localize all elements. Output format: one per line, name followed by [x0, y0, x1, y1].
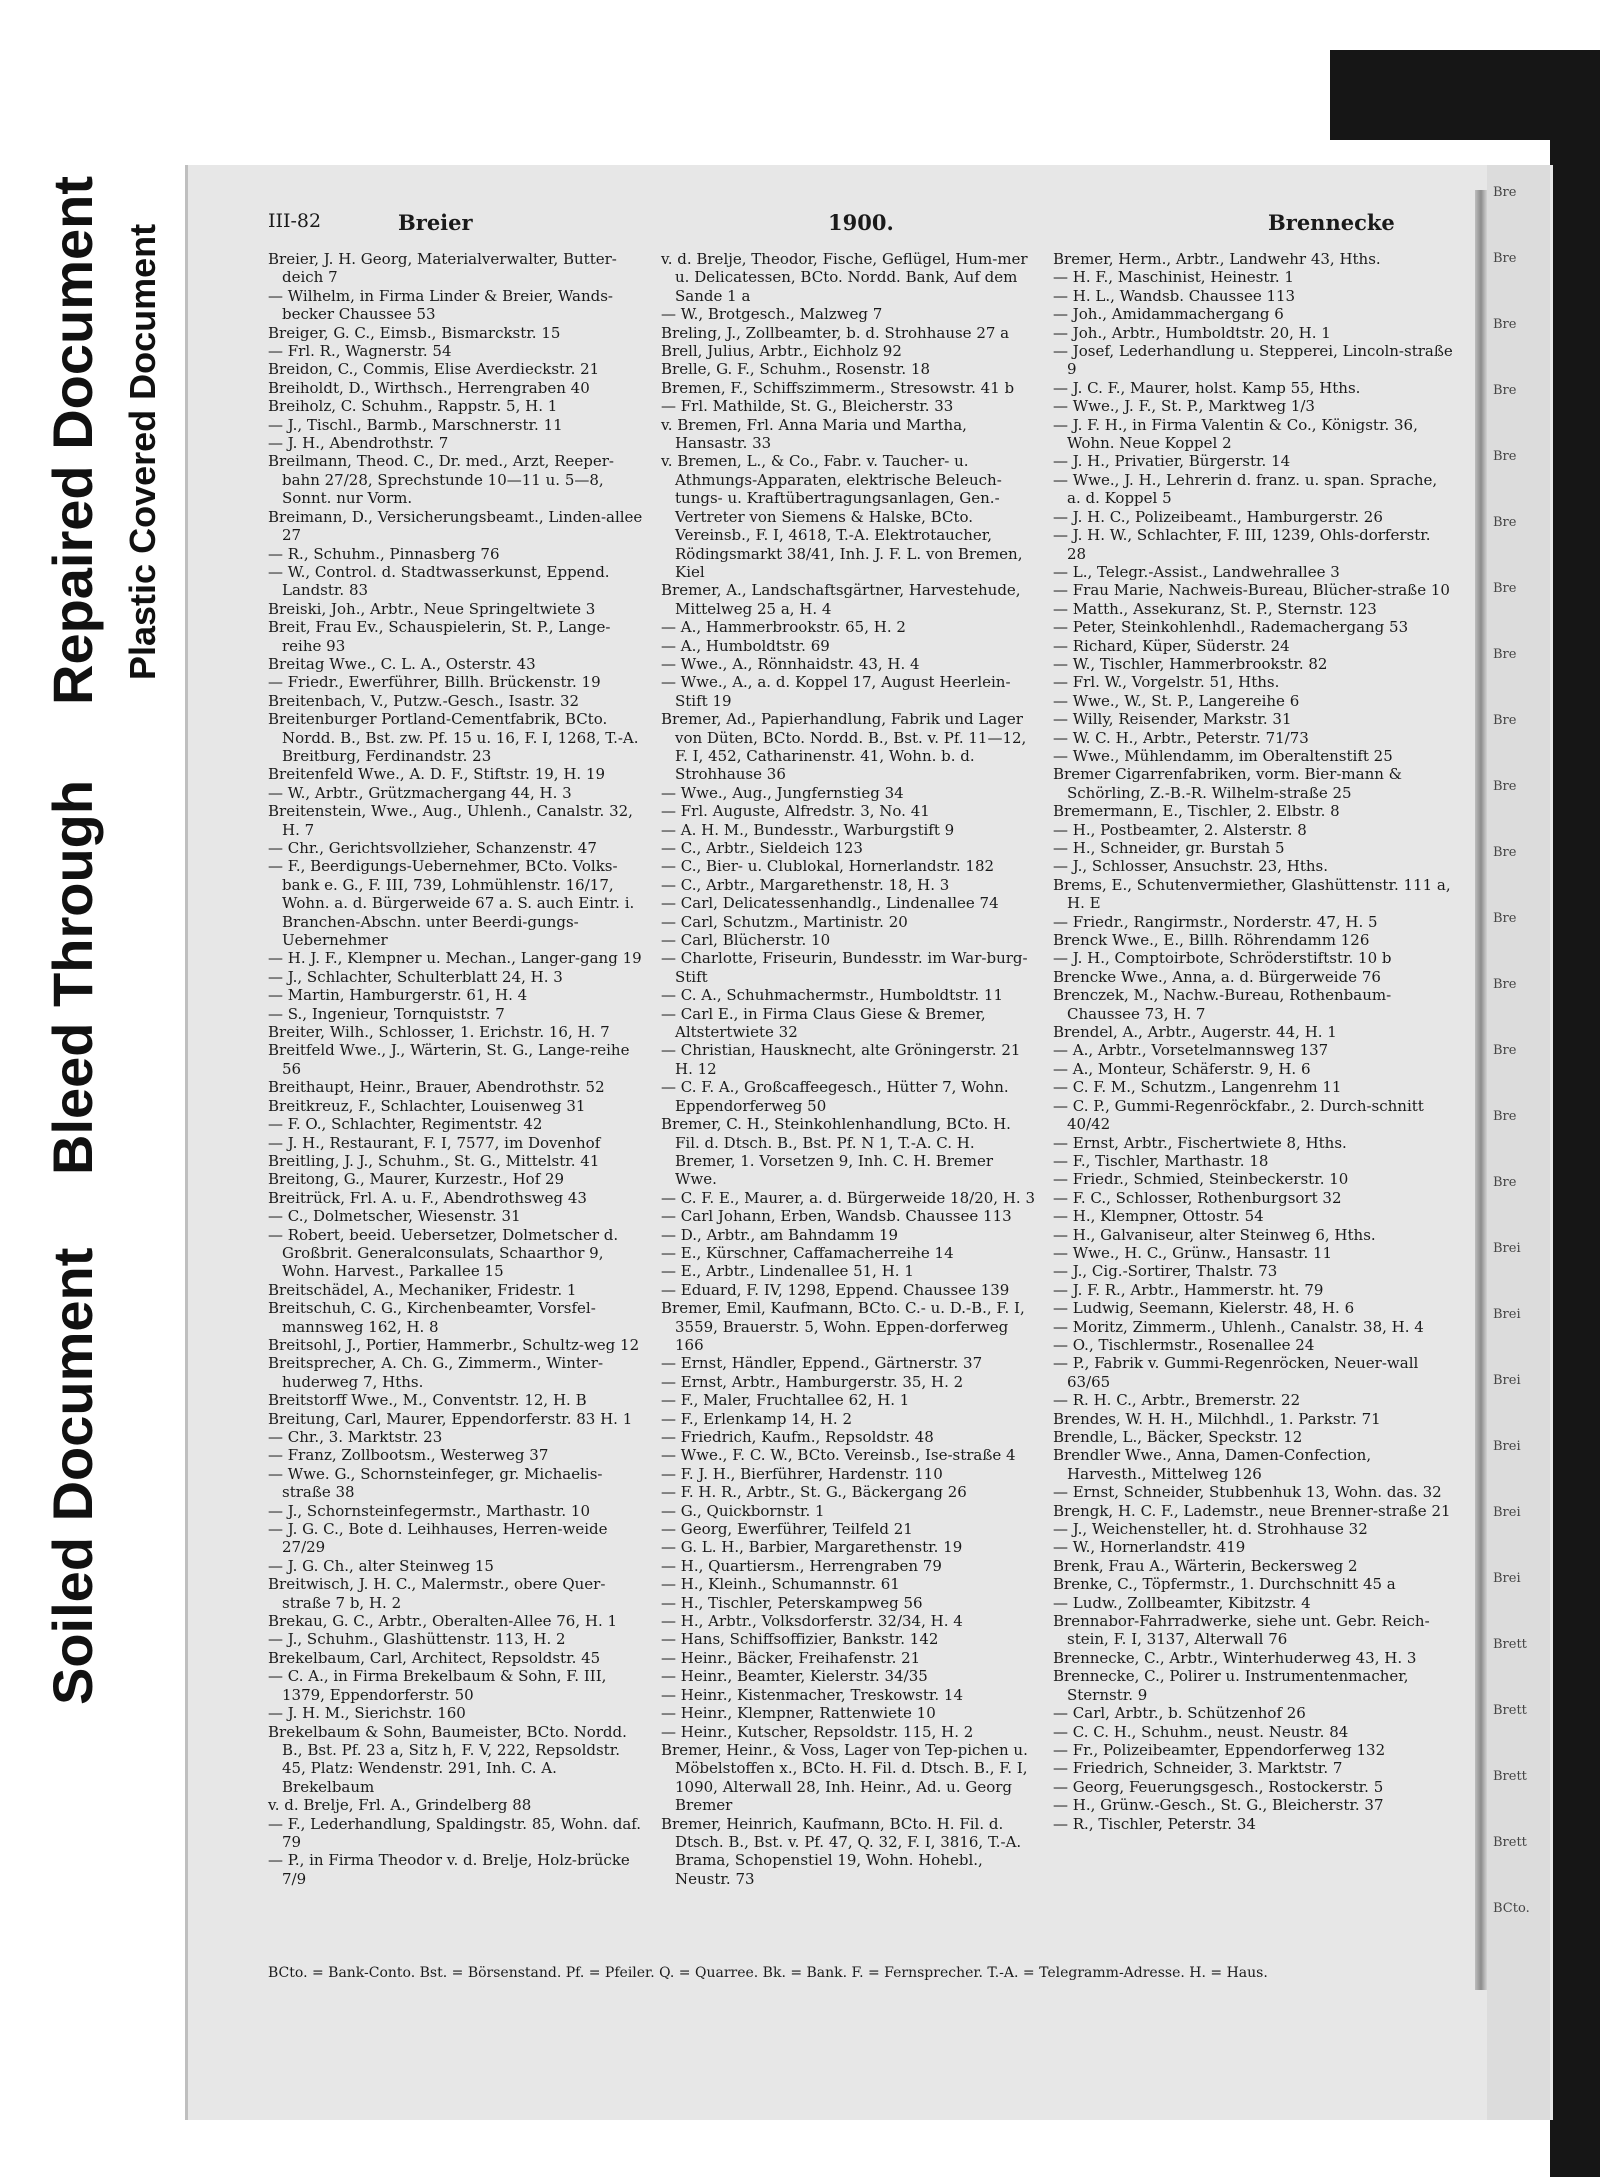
directory-entry: — Friedrich, Kaufm., Repsoldstr. 48: [661, 1428, 934, 1446]
directory-entry: — Wwe., H. C., Grünw., Hansastr. 11: [1053, 1243, 1333, 1262]
adjacent-page-fragment: Brei: [1493, 1571, 1521, 1586]
directory-entry: Breitwisch, J. H. C., Malermstr., obere Quer-straße 7 b, H. 2: [268, 1575, 606, 1612]
directory-entry: Brekelbaum & Sohn, Baumeister, BCto. Nordd. B., Bst. Pf. 23 a, Sitz h, F. V, 222, Repsoldstr. 45, Platz: Wendenstr. 291, Inh. C. A. Brekelbaum: [268, 1722, 627, 1796]
directory-entry: — J. G. Ch., alter Steinweg 15: [268, 1556, 494, 1575]
directory-entry: — J. H., Comptoirbote, Schröderstiftstr. 10 b: [1053, 949, 1392, 968]
directory-entry: Breitong, G., Maurer, Kurzestr., Hof 29: [268, 1170, 565, 1189]
directory-entry: — Martin, Hamburgerstr. 61, H. 4: [268, 986, 528, 1005]
page-number: III-82: [268, 210, 322, 232]
directory-entry: Breitenbach, V., Putzw.-Gesch., Isastr. 32: [268, 691, 580, 710]
adjacent-page-fragment: Brett: [1493, 1637, 1527, 1652]
directory-entry: Brencke Wwe., Anna, a. d. Bürgerweide 76: [1053, 967, 1381, 986]
directory-page: [185, 165, 1553, 2120]
directory-entry: Breitenburger Portland-Cementfabrik, BCto. Nordd. B., Bst. zw. Pf. 15 u. 16, F. I, 1268, T.-A. Breitburg, Ferdinandstr. 23: [268, 710, 639, 765]
directory-entry: — Wwe., W., St. P., Langereihe 6: [1053, 691, 1300, 710]
bleed-through-label: Bleed Through: [41, 779, 104, 1175]
directory-entry: — Frl. Mathilde, St. G., Bleicherstr. 33: [661, 397, 954, 416]
adjacent-page-fragment: Bre: [1493, 647, 1517, 662]
directory-entry: — J., Schlosser, Ansuchstr. 23, Hths.: [1053, 857, 1328, 876]
directory-entry: Brendler Wwe., Anna, Damen-Confection, Harvesth., Mittelweg 126: [1053, 1446, 1372, 1483]
directory-entry: Breitsprecher, A. Ch. G., Zimmerm., Winter-huderweg 7, Hths.: [268, 1354, 604, 1391]
directory-entry: Breitfeld Wwe., J., Wärterin, St. G., Lange-reihe 56: [268, 1041, 630, 1078]
directory-entry: — J., Cig.-Sortirer, Thalstr. 73: [1053, 1262, 1278, 1281]
directory-entry: Breiholz, C. Schuhm., Rappstr. 5, H. 1: [268, 397, 558, 416]
directory-entry: — C. P., Gummi-Regenröckfabr., 2. Durch-schnitt 40/42: [1053, 1096, 1424, 1134]
directory-column-1: [268, 250, 643, 1888]
page-header: [268, 210, 1463, 240]
directory-entry: — Joh., Amidammachergang 6: [1053, 305, 1284, 324]
directory-entry: — A., Humboldtstr. 69: [661, 636, 830, 655]
directory-entry: — F. J. H., Bierführer, Hardenstr. 110: [661, 1464, 943, 1483]
directory-entry: — Friedrich, Schneider, 3. Marktstr. 7: [1053, 1759, 1343, 1778]
directory-entry: Brenck Wwe., E., Billh. Röhrendamm 126: [1053, 931, 1370, 950]
directory-entry: — J. H., Abendrothstr. 7: [268, 434, 449, 453]
adjacent-page-fragment: Brei: [1493, 1307, 1521, 1322]
directory-entry: — Ernst, Händler, Eppend., Gärtnerstr. 37: [661, 1354, 983, 1373]
directory-entry: Brems, E., Schutenvermiether, Glashüttenstr. 111 a, H. E: [1053, 875, 1451, 913]
directory-entry: — H., Postbeamter, 2. Alsterstr. 8: [1053, 820, 1307, 839]
directory-entry: — J., Weichensteller, ht. d. Strohhause 32: [1053, 1520, 1368, 1539]
directory-entry: — Carl, Arbtr., b. Schützenhof 26: [1053, 1704, 1306, 1723]
directory-entry: Breiter, Wilh., Schlosser, 1. Erichstr. 16, H. 7: [268, 1023, 610, 1042]
directory-entry: — Josef, Lederhandlung u. Stepperei, Lincoln-straße 9: [1053, 342, 1453, 379]
directory-entry: Breitschädel, A., Mechaniker, Fridestr. 1: [268, 1280, 577, 1299]
directory-entry: — Ernst, Schneider, Stubbenhuk 13, Wohn. das. 32: [1053, 1483, 1442, 1502]
directory-entry: Breilmann, Theod. C., Dr. med., Arzt, Reeper-bahn 27/28, Sprechstunde 10—11 u. 5—8, Sonnt. nur Vorm.: [268, 452, 614, 508]
directory-entry: — J. H., Restaurant, F. I, 7577, im Dovenhof: [268, 1133, 601, 1152]
directory-entry: — Wwe. G., Schornsteinfeger, gr. Michaelis-straße 38: [268, 1464, 603, 1502]
directory-entry: — P., in Firma Theodor v. d. Brelje, Holz-brücke 7/9: [268, 1851, 630, 1888]
directory-entry: — H. J. F., Klempner u. Mechan., Langer-gang 19: [268, 949, 642, 968]
directory-entry: — Friedr., Rangirmstr., Norderstr. 47, H. 5: [1053, 912, 1378, 931]
directory-entry: Bremer, A., Landschaftsgärtner, Harvestehude, Mittelweg 25 a, H. 4: [661, 581, 1021, 618]
directory-entry: — F., Maler, Fruchtallee 62, H. 1: [661, 1391, 910, 1410]
directory-entry: — H., Kleinh., Schumannstr. 61: [661, 1575, 900, 1594]
directory-entry: — A., Monteur, Schäferstr. 9, H. 6: [1053, 1059, 1311, 1078]
directory-entry: — C., Dolmetscher, Wiesenstr. 31: [268, 1207, 521, 1226]
directory-entry: — Wwe., A., a. d. Koppel 17, August Heerlein-Stift 19: [661, 673, 1011, 710]
directory-entry: — Wwe., J. H., Lehrerin d. franz. u. span. Sprache, a. d. Koppel 5: [1053, 470, 1438, 508]
adjacent-page-fragment: Brett: [1493, 1703, 1527, 1718]
directory-entry: — J. H. C., Polizeibeamt., Hamburgerstr. 26: [1053, 507, 1383, 526]
directory-entry: — Carl Johann, Erben, Wandsb. Chaussee 113: [661, 1207, 1012, 1226]
directory-entry: — F. H. R., Arbtr., St. G., Bäckergang 26: [661, 1483, 967, 1502]
directory-entry: — Georg, Feuerungsgesch., Rostockerstr. 5: [1053, 1777, 1384, 1796]
directory-entry: — Joh., Arbtr., Humboldtstr. 20, H. 1: [1053, 323, 1331, 342]
adjacent-page-fragment: Bre: [1493, 515, 1517, 530]
directory-entry: Bremer, C. H., Steinkohlenhandlung, BCto. H. Fil. d. Dtsch. B., Bst. Pf. N 1, T.-A. C. H. Bremer, 1. Vorsetzen 9, Inh. C. H. Bremer Wwe.: [661, 1115, 1011, 1189]
directory-entry: — Heinr., Kistenmacher, Treskowstr. 14: [661, 1685, 964, 1704]
directory-entry: Bremer, Herm., Arbtr., Landwehr 43, Hths.: [1053, 250, 1381, 268]
adjacent-page-fragment: Bre: [1493, 1043, 1517, 1058]
directory-entry: v. d. Brelje, Frl. A., Grindelberg 88: [268, 1796, 532, 1815]
directory-entry: Brenczek, M., Nachw.-Bureau, Rothenbaum-Chaussee 73, H. 7: [1053, 986, 1392, 1023]
directory-entry: — E., Kürschner, Caffamacherreihe 14: [661, 1243, 954, 1262]
directory-entry: Breitsohl, J., Portier, Hammerbr., Schultz-weg 12: [268, 1335, 640, 1354]
directory-entry: Breit, Frau Ev., Schauspielerin, St. P., Lange-reihe 93: [268, 618, 611, 655]
directory-entry: — C. C. H., Schuhm., neust. Neustr. 84: [1053, 1722, 1349, 1741]
directory-entry: — R., Tischler, Peterstr. 34: [1053, 1814, 1256, 1833]
repaired-document-label: Repaired Document: [41, 176, 104, 705]
adjacent-page-fragment: Brei: [1493, 1241, 1521, 1256]
directory-entry: — F. O., Schlachter, Regimentstr. 42: [268, 1115, 543, 1134]
directory-entry: Brendle, L., Bäcker, Speckstr. 12: [1053, 1428, 1303, 1446]
directory-entry: — F., Lederhandlung, Spaldingstr. 85, Wohn. daf. 79: [268, 1814, 642, 1851]
directory-entry: Brenke, C., Töpfermstr., 1. Durchschnitt 45 a: [1053, 1575, 1396, 1594]
directory-entry: — F. C., Schlosser, Rothenburgsort 32: [1053, 1188, 1342, 1207]
directory-entry: Breimann, D., Versicherungsbeamt., Linden-allee 27: [268, 507, 643, 545]
directory-entry: Breiger, G. C., Eimsb., Bismarckstr. 15: [268, 323, 561, 342]
directory-entry: — H., Galvaniseur, alter Steinweg 6, Hths.: [1053, 1225, 1376, 1244]
directory-entry: — J., Schornsteinfegermstr., Marthastr. 10: [268, 1501, 591, 1520]
directory-entry: Breithaupt, Heinr., Brauer, Abendrothstr. 52: [268, 1078, 605, 1097]
directory-entry: — Richard, Küper, Süderstr. 24: [1053, 636, 1290, 655]
directory-entry: — C., Arbtr., Margarethenstr. 18, H. 3: [661, 875, 950, 894]
directory-entry: — R. H. C., Arbtr., Bremerstr. 22: [1053, 1391, 1301, 1410]
adjacent-page-fragment: Bre: [1493, 449, 1517, 464]
directory-entry: — C. F. A., Großcaffeegesch., Hütter 7, Wohn. Eppendorferweg 50: [661, 1078, 1009, 1115]
directory-entry: Bremermann, E., Tischler, 2. Elbstr. 8: [1053, 802, 1340, 821]
page-gutter-shadow: [1475, 190, 1487, 1990]
directory-entry: — Friedr., Schmied, Steinbeckerstr. 10: [1053, 1170, 1349, 1189]
directory-entry: Bremer, Ad., Papierhandlung, Fabrik und Lager von Düten, BCto. Nordd. B., Bst. v. Pf. 11—12, F. I, 452, Catharinenstr. 41, Wohn. b. d. Strohhause 36: [661, 710, 1027, 784]
directory-entry: — W., Hornerlandstr. 419: [1053, 1538, 1246, 1557]
directory-entry: — Charlotte, Friseurin, Bundesstr. im War-burg-Stift: [661, 949, 1028, 986]
directory-entry: — Christian, Hausknecht, alte Gröningerstr. 21 H. 12: [661, 1041, 1021, 1078]
adjacent-page-fragment: Bre: [1493, 317, 1517, 332]
adjacent-page-fragment: Bre: [1493, 1175, 1517, 1190]
directory-entry: — Wwe., Aug., Jungfernstieg 34: [661, 783, 904, 802]
adjacent-page-fragment: Bre: [1493, 977, 1517, 992]
directory-entry: Breidon, C., Commis, Elise Averdieckstr. 21: [268, 360, 600, 379]
directory-entry: Bremer, Heinr., & Voss, Lager von Tep-pichen u. Möbelstoffen x., BCto. H. Fil. d. Dtsch. B., F. I, 1090, Alterwall 28, Inh. Heinr., Ad. u. Georg Bremer: [661, 1740, 1028, 1815]
adjacent-page-fragment: Bre: [1493, 713, 1517, 728]
directory-entry: — E., Arbtr., Lindenallee 51, H. 1: [661, 1262, 914, 1281]
directory-entry: — Frl. R., Wagnerstr. 54: [268, 342, 452, 361]
directory-entry: Bremer, Emil, Kaufmann, BCto. C.- u. D.-B., F. I, 3559, Brauerstr. 5, Wohn. Eppen-dorferweg 166: [661, 1299, 1025, 1354]
directory-entry: — D., Arbtr., am Bahndamm 19: [661, 1225, 899, 1244]
directory-entry: Breitag Wwe., C. L. A., Osterstr. 43: [268, 654, 536, 673]
directory-entry: — Chr., 3. Marktstr. 23: [268, 1428, 443, 1446]
directory-entry: Brendes, W. H. H., Milchhdl., 1. Parkstr. 71: [1053, 1409, 1381, 1428]
directory-entry: — G. L. H., Barbier, Margarethenstr. 19: [661, 1538, 963, 1557]
directory-entry: — H., Grünw.-Gesch., St. G., Bleicherstr. 37: [1053, 1796, 1384, 1815]
directory-entry: — A., Arbtr., Vorsetelmannsweg 137: [1053, 1041, 1329, 1060]
directory-entry: Breiski, Joh., Arbtr., Neue Springeltwiete 3: [268, 599, 596, 618]
directory-entry: — Wwe., A., Rönnhaidstr. 43, H. 4: [661, 654, 920, 673]
directory-entry: Brengk, H. C. F., Lademstr., neue Brenner-straße 21: [1053, 1501, 1451, 1520]
directory-entry: — S., Ingenieur, Tornquiststr. 7: [268, 1004, 505, 1023]
directory-entry: Breitstorff Wwe., M., Conventstr. 12, H. B: [268, 1391, 587, 1410]
adjacent-page-fragment: Bre: [1493, 911, 1517, 926]
soiled-document-label: Soiled Document: [41, 1247, 104, 1705]
directory-entry: Brendel, A., Arbtr., Augerstr. 44, H. 1: [1053, 1023, 1337, 1042]
adjacent-page-fragment: Brett: [1493, 1769, 1527, 1784]
adjacent-page-fragment: Brei: [1493, 1373, 1521, 1388]
directory-entry: Breling, J., Zollbeamter, b. d. Strohhause 27 a: [661, 323, 1010, 342]
directory-entry: — Wwe., Mühlendamm, im Oberaltenstift 25: [1053, 746, 1393, 765]
adjacent-page-fragment: Brett: [1493, 1835, 1527, 1850]
directory-entry: — Chr., Gerichtsvollzieher, Schanzenstr. 47: [268, 839, 597, 857]
directory-entry: v. Bremen, Frl. Anna Maria und Martha, Hansastr. 33: [661, 415, 967, 453]
directory-entry: Breitschuh, C. G., Kirchenbeamter, Vorsfel-mannsweg 162, H. 8: [268, 1299, 596, 1336]
directory-entry: — C. A., in Firma Brekelbaum & Sohn, F. III, 1379, Eppendorferstr. 50: [268, 1667, 607, 1704]
directory-entry: Brennabor-Fahrradwerke, siehe unt. Gebr. Reich-stein, F. I, 3137, Alterwall 76: [1053, 1612, 1430, 1649]
directory-entry: — W., Brotgesch., Malzweg 7: [661, 305, 883, 324]
directory-entry: Brenk, Frau A., Wärterin, Beckersweg 2: [1053, 1556, 1358, 1575]
directory-entry: — Hans, Schiffsoffizier, Bankstr. 142: [661, 1630, 939, 1649]
directory-entry: Breitenstein, Wwe., Aug., Uhlenh., Canalstr. 32, H. 7: [268, 802, 633, 839]
directory-entry: — H. L., Wandsb. Chaussee 113: [1053, 286, 1296, 305]
directory-entry: — Robert, beeid. Uebersetzer, Dolmetscher d. Großbrit. Generalconsulats, Schaarthor 9, Wohn. Harvest., Parkallee 15: [268, 1225, 619, 1281]
directory-entry: — F., Erlenkamp 14, H. 2: [661, 1409, 853, 1428]
directory-entry: — Peter, Steinkohlenhdl., Rademachergang 53: [1053, 618, 1409, 637]
directory-entry: — H., Schneider, gr. Burstah 5: [1053, 839, 1285, 857]
adjacent-page-fragment: Bre: [1493, 581, 1517, 596]
directory-entry: — Heinr., Beamter, Kielerstr. 34/35: [661, 1667, 928, 1686]
adjacent-page-fragment: Bre: [1493, 251, 1517, 266]
directory-entry: — J., Tischl., Barmb., Marschnerstr. 11: [268, 415, 563, 434]
directory-entry: Breitung, Carl, Maurer, Eppendorferstr. 83 H. 1: [268, 1409, 633, 1428]
directory-entry: Breitrück, Frl. A. u. F., Abendrothsweg 43: [268, 1188, 587, 1207]
directory-entry: — Carl E., in Firma Claus Giese & Bremer, Altstertwiete 32: [661, 1004, 986, 1042]
directory-entry: — Wwe., J. F., St. P., Marktweg 1/3: [1053, 397, 1315, 416]
directory-entry: — H., Klempner, Ottostr. 54: [1053, 1207, 1264, 1226]
directory-entry: — H. F., Maschinist, Heinestr. 1: [1053, 268, 1294, 287]
header-last-entry: Brennecke: [1268, 210, 1395, 235]
directory-entry: — Frl. Auguste, Alfredstr. 3, No. 41: [661, 802, 930, 821]
directory-entry: Brell, Julius, Arbtr., Eichholz 92: [661, 342, 902, 361]
directory-entry: — Ernst, Arbtr., Fischertwiete 8, Hths.: [1053, 1133, 1347, 1152]
directory-entry: — C. F. E., Maurer, a. d. Bürgerweide 18/20, H. 3: [661, 1188, 1035, 1207]
directory-entry: Brennecke, C., Polirer u. Instrumentenmacher, Sternstr. 9: [1053, 1667, 1409, 1704]
directory-entry: — C. A., Schuhmachermstr., Humboldtstr. 11: [661, 986, 1003, 1005]
directory-entry: — Ludw., Zollbeamter, Kibitzstr. 4: [1053, 1593, 1311, 1612]
directory-entry: — W., Control. d. Stadtwasserkunst, Eppend. Landstr. 83: [268, 562, 610, 600]
directory-entry: — J. H., Privatier, Bürgerstr. 14: [1053, 452, 1291, 471]
directory-entry: — Ludwig, Seemann, Kielerstr. 48, H. 6: [1053, 1299, 1355, 1318]
directory-entry: — Carl, Blücherstr. 10: [661, 931, 831, 950]
directory-entry: — Heinr., Klempner, Rattenwiete 10: [661, 1704, 936, 1723]
directory-entry: Brelle, G. F., Schuhm., Rosenstr. 18: [661, 360, 931, 379]
directory-entry: — C., Arbtr., Sieldeich 123: [661, 839, 863, 857]
directory-entry: — Matth., Assekuranz, St. P., Sternstr. 123: [1053, 599, 1377, 618]
directory-entry: Breitkreuz, F., Schlachter, Louisenweg 31: [268, 1096, 586, 1115]
directory-entry: — Friedr., Ewerführer, Billh. Brückenstr. 19: [268, 673, 601, 692]
directory-column-2: [661, 250, 1036, 1888]
directory-entry: — J. C. F., Maurer, holst. Kamp 55, Hths.: [1053, 378, 1361, 397]
adjacent-page-fragment: Bre: [1493, 185, 1517, 200]
adjacent-page-fragment: Brei: [1493, 1439, 1521, 1454]
adjacent-page-fragment: Brei: [1493, 1505, 1521, 1520]
directory-entry: — F., Tischler, Marthastr. 18: [1053, 1151, 1269, 1170]
directory-entry: — G., Quickbornstr. 1: [661, 1501, 825, 1520]
directory-entry: Brennecke, C., Arbtr., Winterhuderweg 43, H. 3: [1053, 1648, 1417, 1667]
directory-entry: — J. F. R., Arbtr., Hammerstr. ht. 79: [1053, 1280, 1324, 1299]
directory-entry: — H., Tischler, Peterskampweg 56: [661, 1593, 923, 1612]
directory-entry: — J. F. H., in Firma Valentin & Co., Königstr. 36, Wohn. Neue Koppel 2: [1053, 415, 1418, 453]
directory-entry: — R., Schuhm., Pinnasberg 76: [268, 544, 500, 563]
next-page-edge: [1487, 165, 1550, 2120]
directory-column-3: [1053, 250, 1453, 1833]
directory-entry: — Moritz, Zimmerm., Uhlenh., Canalstr. 38, H. 4: [1053, 1317, 1424, 1336]
adjacent-page-fragment: Bre: [1493, 845, 1517, 860]
directory-entry: — H., Quartiersm., Herrengraben 79: [661, 1556, 942, 1575]
directory-entry: — Eduard, F. IV, 1298, Eppend. Chaussee 139: [661, 1280, 1010, 1299]
plastic-covered-document-label: Plastic Covered Document: [122, 223, 163, 680]
directory-entry: Bremer Cigarrenfabriken, vorm. Bier-mann & Schörling, Z.-B.-R. Wilhelm-straße 25: [1053, 765, 1403, 802]
directory-entry: — J. H. M., Sierichstr. 160: [268, 1704, 466, 1723]
directory-entry: — A. H. M., Bundesstr., Warburgstift 9: [661, 820, 955, 839]
directory-entry: v. d. Brelje, Theodor, Fische, Geflügel, Hum-mer u. Delicatessen, BCto. Nordd. Bank, Auf dem Sande 1 a: [661, 250, 1028, 305]
directory-entry: — C., Bier- u. Clublokal, Hornerlandstr. 182: [661, 857, 995, 876]
scan-dark-edge-right: [1550, 50, 1600, 2177]
directory-entry: — Wilhelm, in Firma Linder & Breier, Wands-becker Chaussee 53: [268, 286, 613, 324]
directory-entry: v. Bremen, L., & Co., Fabr. v. Taucher- u. Athmungs-Apparaten, elektrische Beleuch-tungs- u. Kraftübertragungsanlagen, Gen.-Vertreter von Siemens & Halske, BCto. Vereinsb., F. I, 4618, T.-A. Elektrotaucher, Rödingsmarkt 38/41, Inh. J. F. L. von Bremen, Kiel: [661, 452, 1023, 581]
directory-entry: — J., Schuhm., Glashüttenstr. 113, H. 2: [268, 1630, 566, 1649]
adjacent-page-fragment: BCto.: [1493, 1901, 1530, 1916]
directory-entry: — Frl. W., Vorgelstr. 51, Hths.: [1053, 673, 1280, 692]
directory-entry: — J. G. C., Bote d. Leihhauses, Herren-weide 27/29: [268, 1520, 608, 1557]
adjacent-page-fragment: Bre: [1493, 1109, 1517, 1124]
header-year: 1900.: [828, 210, 894, 235]
directory-entry: — Carl, Delicatessenhandlg., Lindenallee 74: [661, 894, 999, 913]
directory-entry: Brekelbaum, Carl, Architect, Repsoldstr. 45: [268, 1648, 601, 1667]
directory-entry: — C. F. M., Schutzm., Langenrehm 11: [1053, 1078, 1342, 1097]
directory-entry: Breitling, J. J., Schuhm., St. G., Mittelstr. 41: [268, 1151, 600, 1170]
directory-entry: Breitenfeld Wwe., A. D. F., Stiftstr. 19, H. 19: [268, 765, 606, 784]
directory-entry: Breier, J. H. Georg, Materialverwalter, Butter-deich 7: [268, 250, 617, 287]
adjacent-page-fragment: Bre: [1493, 383, 1517, 398]
header-first-entry: Breier: [398, 210, 473, 235]
abbreviations-footer: BCto. = Bank-Conto. Bst. = Börsenstand. Pf. = Pfeiler. Q. = Quarree. Bk. = Bank. F. = Fernsprecher. T.-A. = Telegramm-Adresse. H. = Haus.: [268, 1965, 1268, 1981]
directory-entry: — W., Arbtr., Grützmachergang 44, H. 3: [268, 783, 572, 802]
directory-entry: — Wwe., F. C. W., BCto. Vereinsb., Ise-straße 4: [661, 1446, 1016, 1465]
directory-entry: — Frau Marie, Nachweis-Bureau, Blücher-straße 10: [1053, 581, 1450, 600]
directory-entry: — W. C. H., Arbtr., Peterstr. 71/73: [1053, 728, 1309, 747]
directory-entry: — H., Arbtr., Volksdorferstr. 32/34, H. 4: [661, 1612, 963, 1631]
directory-entry: — O., Tischlermstr., Rosenallee 24: [1053, 1335, 1315, 1354]
directory-entry: — Heinr., Kutscher, Repsoldstr. 115, H. 2: [661, 1722, 974, 1741]
directory-entry: — Georg, Ewerführer, Teilfeld 21: [661, 1520, 913, 1539]
directory-entry: — Ernst, Arbtr., Hamburgerstr. 35, H. 2: [661, 1372, 964, 1391]
directory-entry: — F., Beerdigungs-Uebernehmer, BCto. Volks-bank e. G., F. III, 739, Lohmühlenstr. 16/17, Wohn. a. d. Bürgerweide 67 a. S. auch Eintr. i. Branchen-Abschn. unter Beerdi-gungs-Uebernehmer: [268, 857, 635, 950]
directory-entry: — Franz, Zollbootsm., Westerweg 37: [268, 1446, 549, 1465]
directory-entry: — A., Hammerbrookstr. 65, H. 2: [661, 618, 906, 637]
directory-entry: — Heinr., Bäcker, Freihafenstr. 21: [661, 1648, 921, 1667]
directory-entry: Brekau, G. C., Arbtr., Oberalten-Allee 76, H. 1: [268, 1612, 618, 1631]
directory-entry: Bremen, F., Schiffszimmerm., Stresowstr. 41 b: [661, 378, 1015, 397]
directory-entry: Bremer, Heinrich, Kaufmann, BCto. H. Fil. d. Dtsch. B., Bst. v. Pf. 47, Q. 32, F. I, 3816, T.-A. Brama, Schopenstiel 19, Wohn. Hohebl., Neustr. 73: [661, 1814, 1022, 1888]
directory-entry: — L., Telegr.-Assist., Landwehrallee 3: [1053, 562, 1340, 581]
directory-entry: — Willy, Reisender, Markstr. 31: [1053, 710, 1292, 729]
directory-entry: — W., Tischler, Hammerbrookstr. 82: [1053, 654, 1328, 673]
directory-entry: — Fr., Polizeibeamter, Eppendorferweg 132: [1053, 1740, 1386, 1759]
directory-entry: — J., Schlachter, Schulterblatt 24, H. 3: [268, 967, 563, 986]
adjacent-page-fragment: Bre: [1493, 779, 1517, 794]
directory-entry: — J. H. W., Schlachter, F. III, 1239, Ohls-dorferstr. 28: [1053, 526, 1431, 563]
directory-entry: — P., Fabrik v. Gummi-Regenröcken, Neuer-wall 63/65: [1053, 1354, 1419, 1391]
directory-entry: — Carl, Schutzm., Martinistr. 20: [661, 912, 908, 931]
directory-entry: Breiholdt, D., Wirthsch., Herrengraben 40: [268, 378, 590, 397]
